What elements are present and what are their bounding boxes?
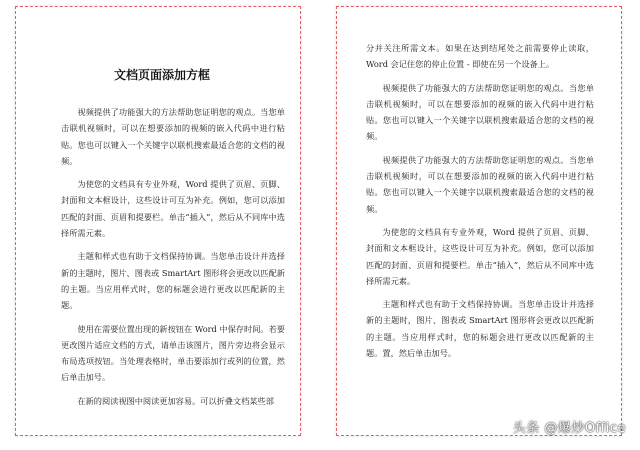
paragraph: 视频提供了功能强大的方法帮助您证明您的观点。当您单击联机视频时，可以在想要添加的视频的嵌入代码中进行粘贴。您也可以键入一个关键字以联机搜索最适合您的文档的视频。 (61, 107, 285, 166)
paragraph: 视频提供了功能强大的方法帮助您证明您的观点。当您单击联机视频时，可以在想要添加的视频的嵌入代码中进行粘贴。您也可以键入一个关键字以联机搜索最适合您的文档的视频。 (366, 154, 594, 214)
paragraph: 视频提供了功能强大的方法帮助您证明您的观点。当您单击联机视频时，可以在想要添加的视频的嵌入代码中进行粘贴。您也可以键入一个关键字以联机搜索最适合您的文档的视频。 (366, 82, 594, 142)
watermark: 头条 @爆炒Office (512, 421, 626, 436)
document-title: 文档页面添加方框 (113, 68, 210, 82)
continued-paragraph: 分并关注所需文本。如果在达到结尾处之前需要停止读取，Word 会记住您的停止位置 - 即使在另一个设备上。 (366, 43, 594, 70)
document-page-right (336, 6, 622, 436)
page-content (61, 38, 285, 416)
paragraph: 为使您的文档具有专业外观，Word 提供了页眉、页脚、封面和文本框设计，这些设计可互为补充。例如，您可以添加匹配的封面、页眉和提要栏。单击“插入”，然后从不同库中选择所需元素。 (61, 179, 285, 239)
paragraph: 在新的阅读视图中阅读更加容易。可以折叠文档某些部 (77, 395, 274, 406)
paragraph: 为使您的文档具有专业外观，Word 提供了页眉、页脚、封面和文本框设计，这些设计可互为补充。例如，您可以添加匹配的封面、页眉和提要栏。单击“插入”，然后从不同库中选择所需元素。 (366, 226, 594, 286)
page-content (366, 40, 594, 368)
paragraph: 主题和样式也有助于文档保持协调。当您单击设计并选择新的主题时，图片、图表或 SmartArt 图形将会更改以匹配新的主题。当应用样式时，您的标题会进行更改以匹配新的主题。 (61, 251, 285, 311)
document-page-left (15, 6, 301, 436)
paragraph: 主题和样式也有助于文档保持协调。当您单击设计并选择新的主题时，图片、图表或 SmartArt 图形将会更改以匹配新的主题。当应用样式时，您的标题会进行更改以匹配新的主题。置，然后单击加号。 (366, 299, 594, 359)
paragraph: 使用在需要位置出现的新按钮在 Word 中保存时间。若要更改图片适应文档的方式，请单击该图片，图片旁边将会显示布局选项按钮。当处理表格时，单击要添加行或列的位置，然后单击加号。 (61, 323, 285, 383)
